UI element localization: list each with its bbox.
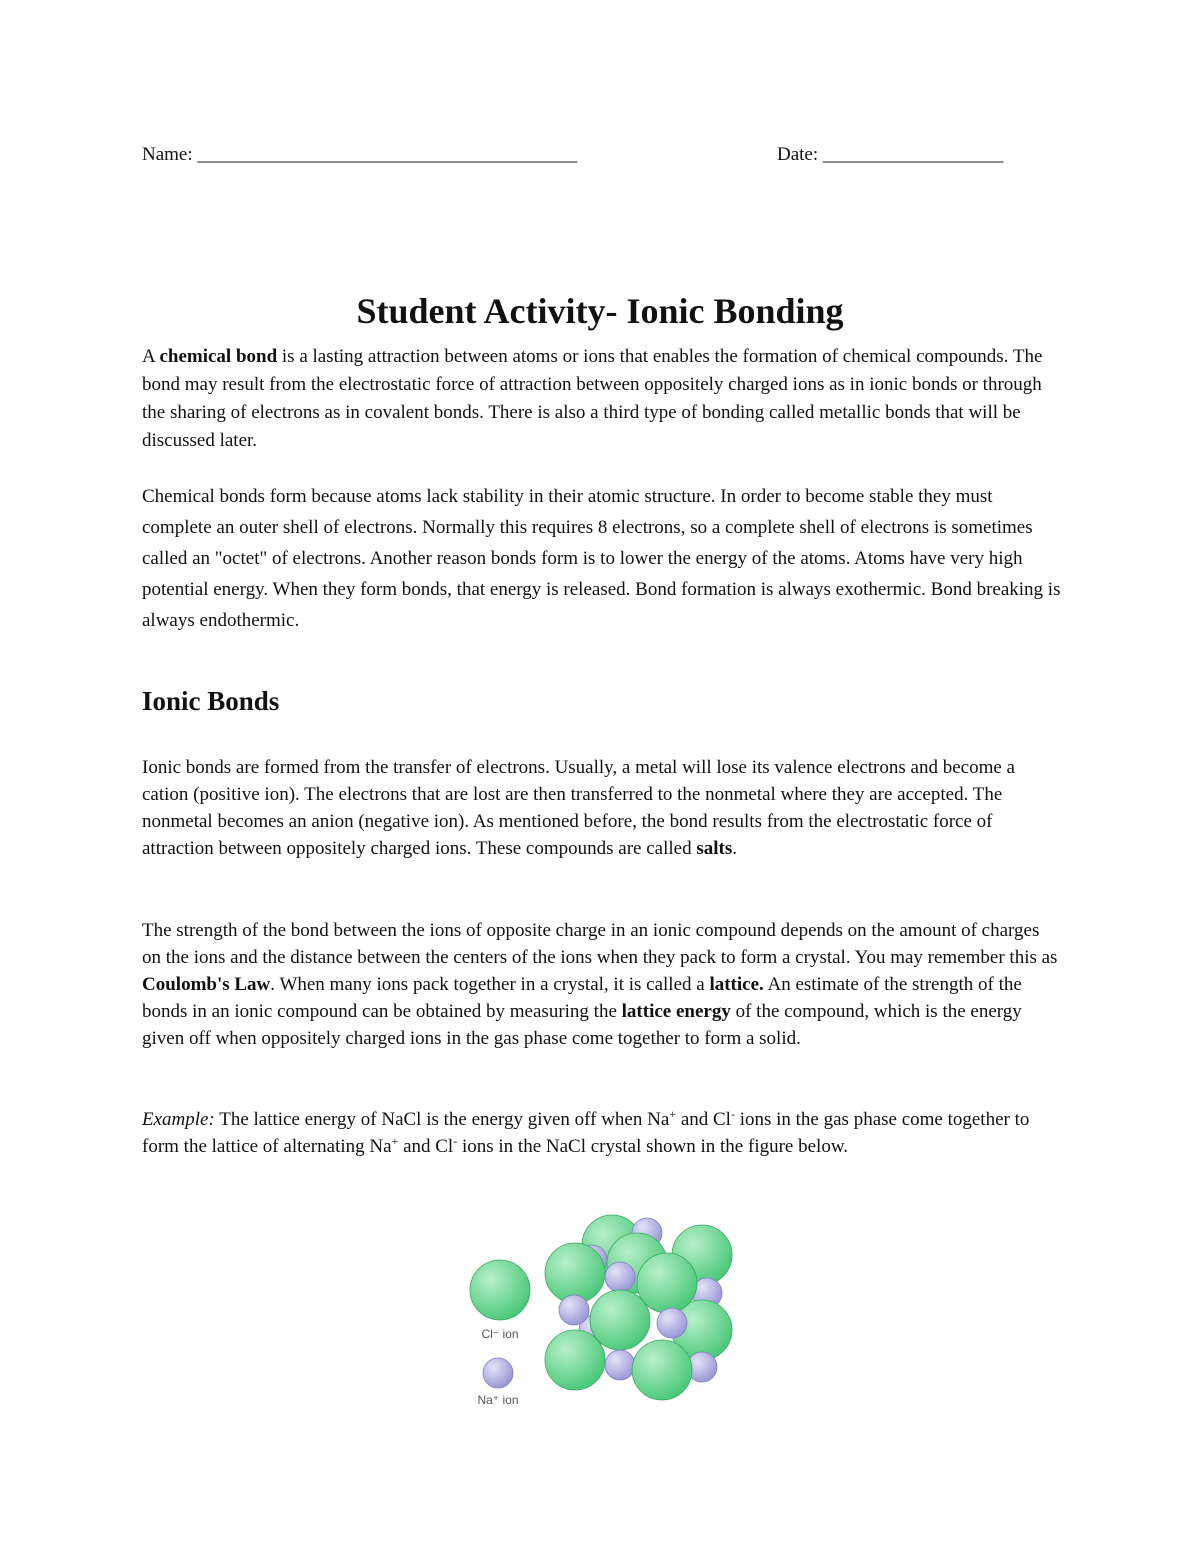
text-run: and Cl (398, 1136, 454, 1157)
text-run: . (732, 838, 737, 859)
term-chemical-bond: chemical bond (159, 346, 278, 367)
page-title: Student Activity- Ionic Bonding (356, 291, 844, 332)
text-run: . When many ions pack together in a crystal, it is called a (270, 974, 710, 995)
date-label: Date: (777, 144, 819, 165)
na-ion-sphere (605, 1350, 635, 1380)
intro-paragraph-1 (142, 343, 1062, 455)
lattice-front-layer (545, 1233, 697, 1400)
charge-superscript: + (391, 1134, 399, 1148)
cl-ion-sphere (637, 1253, 697, 1313)
na-ion-sphere (559, 1295, 589, 1325)
term-coulombs-law: Coulomb's Law (142, 974, 271, 995)
name-blank: ________________________________________ (197, 144, 578, 165)
date-blank: ___________________ (822, 144, 1004, 165)
term-lattice: lattice. (709, 974, 764, 995)
example-label: Example: (142, 1109, 215, 1130)
na-ion-label: Na⁺ ion (477, 1393, 519, 1407)
charge-superscript: - (453, 1134, 458, 1148)
text-run: ions in the gas phase come together to form the lattice of alternating Na (142, 1109, 1030, 1157)
cl-ion-sphere (545, 1330, 605, 1390)
name-label: Name: (142, 144, 193, 165)
charge-superscript: + (669, 1107, 677, 1121)
text-run: and Cl (676, 1109, 731, 1130)
nacl-lattice-illustration (462, 1205, 752, 1420)
na-ion-legend-sphere (483, 1358, 513, 1388)
text-run: of the compound, which is the energy given off when oppositely charged ions in the gas phase come together to form a solid. (142, 1001, 1022, 1049)
text-run: Ionic bonds are formed from the transfer of electrons. Usually, a metal will lose its valence electrons and become a cation (positive ion). The electrons that are lost are then transferred to the nonmetal where they are accepted. The nonmetal becomes an anion (negative ion). As mentioned before, the bond results from the electrostatic force of attraction between oppositely charged ions. These compounds are called (142, 757, 1015, 859)
text-run: The strength of the bond between the ions of opposite charge in an ionic compound depends on the amount of charges on the ions and the distance between the centers of the ions when they pack to form a crystal. You may remember this as (142, 920, 1058, 968)
term-lattice-energy: lattice energy (621, 1001, 731, 1022)
text-run: The lattice energy of NaCl is the energy given off when Na (214, 1109, 670, 1130)
term-salts: salts (696, 838, 733, 859)
example-paragraph (142, 1106, 1062, 1160)
text-run: An estimate of the strength of the bonds in an ionic compound can be obtained by measuring the (142, 974, 1022, 1022)
cl-ion-sphere (590, 1290, 650, 1350)
date-field (777, 144, 1003, 166)
cl-ion-sphere (632, 1340, 692, 1400)
intro-paragraph-2: Chemical bonds form because atoms lack stability in their atomic structure. In order to become stable they must complete an outer shell of electrons. Normally this requires 8 electrons, so a complete shell of electrons is sometimes called an "octet" of electrons. Another reason bonds form is to lower the energy of the atoms. Atoms have very high potential energy. When they form bonds, that energy is released. Bond formation is always exothermic. Bond breaking is always endothermic. (142, 486, 1061, 631)
na-ion-sphere (605, 1262, 635, 1292)
charge-superscript: - (730, 1107, 735, 1121)
text-run: A (142, 346, 160, 367)
na-ion-sphere (657, 1308, 687, 1338)
cl-ion-legend-sphere (470, 1260, 530, 1320)
text-run: ions in the NaCl crystal shown in the figure below. (457, 1136, 849, 1157)
cl-ion-label: Cl⁻ ion (481, 1327, 519, 1341)
cl-ion-sphere (545, 1243, 605, 1303)
section-heading-ionic-bonds: Ionic Bonds (142, 686, 280, 716)
ionic-paragraph-1 (142, 754, 1062, 862)
nacl-crystal-figure (462, 1205, 752, 1420)
text-run: is a lasting attraction between atoms or ions that enables the formation of chemical compounds. The bond may result from the electrostatic force of attraction between oppositely charged ions as in ionic bonds or through the sharing of electrons as in covalent bonds. There is also a third type of bonding called metallic bonds that will be discussed later. (142, 346, 1043, 451)
ionic-paragraph-2 (142, 917, 1062, 1052)
name-field (142, 144, 577, 166)
